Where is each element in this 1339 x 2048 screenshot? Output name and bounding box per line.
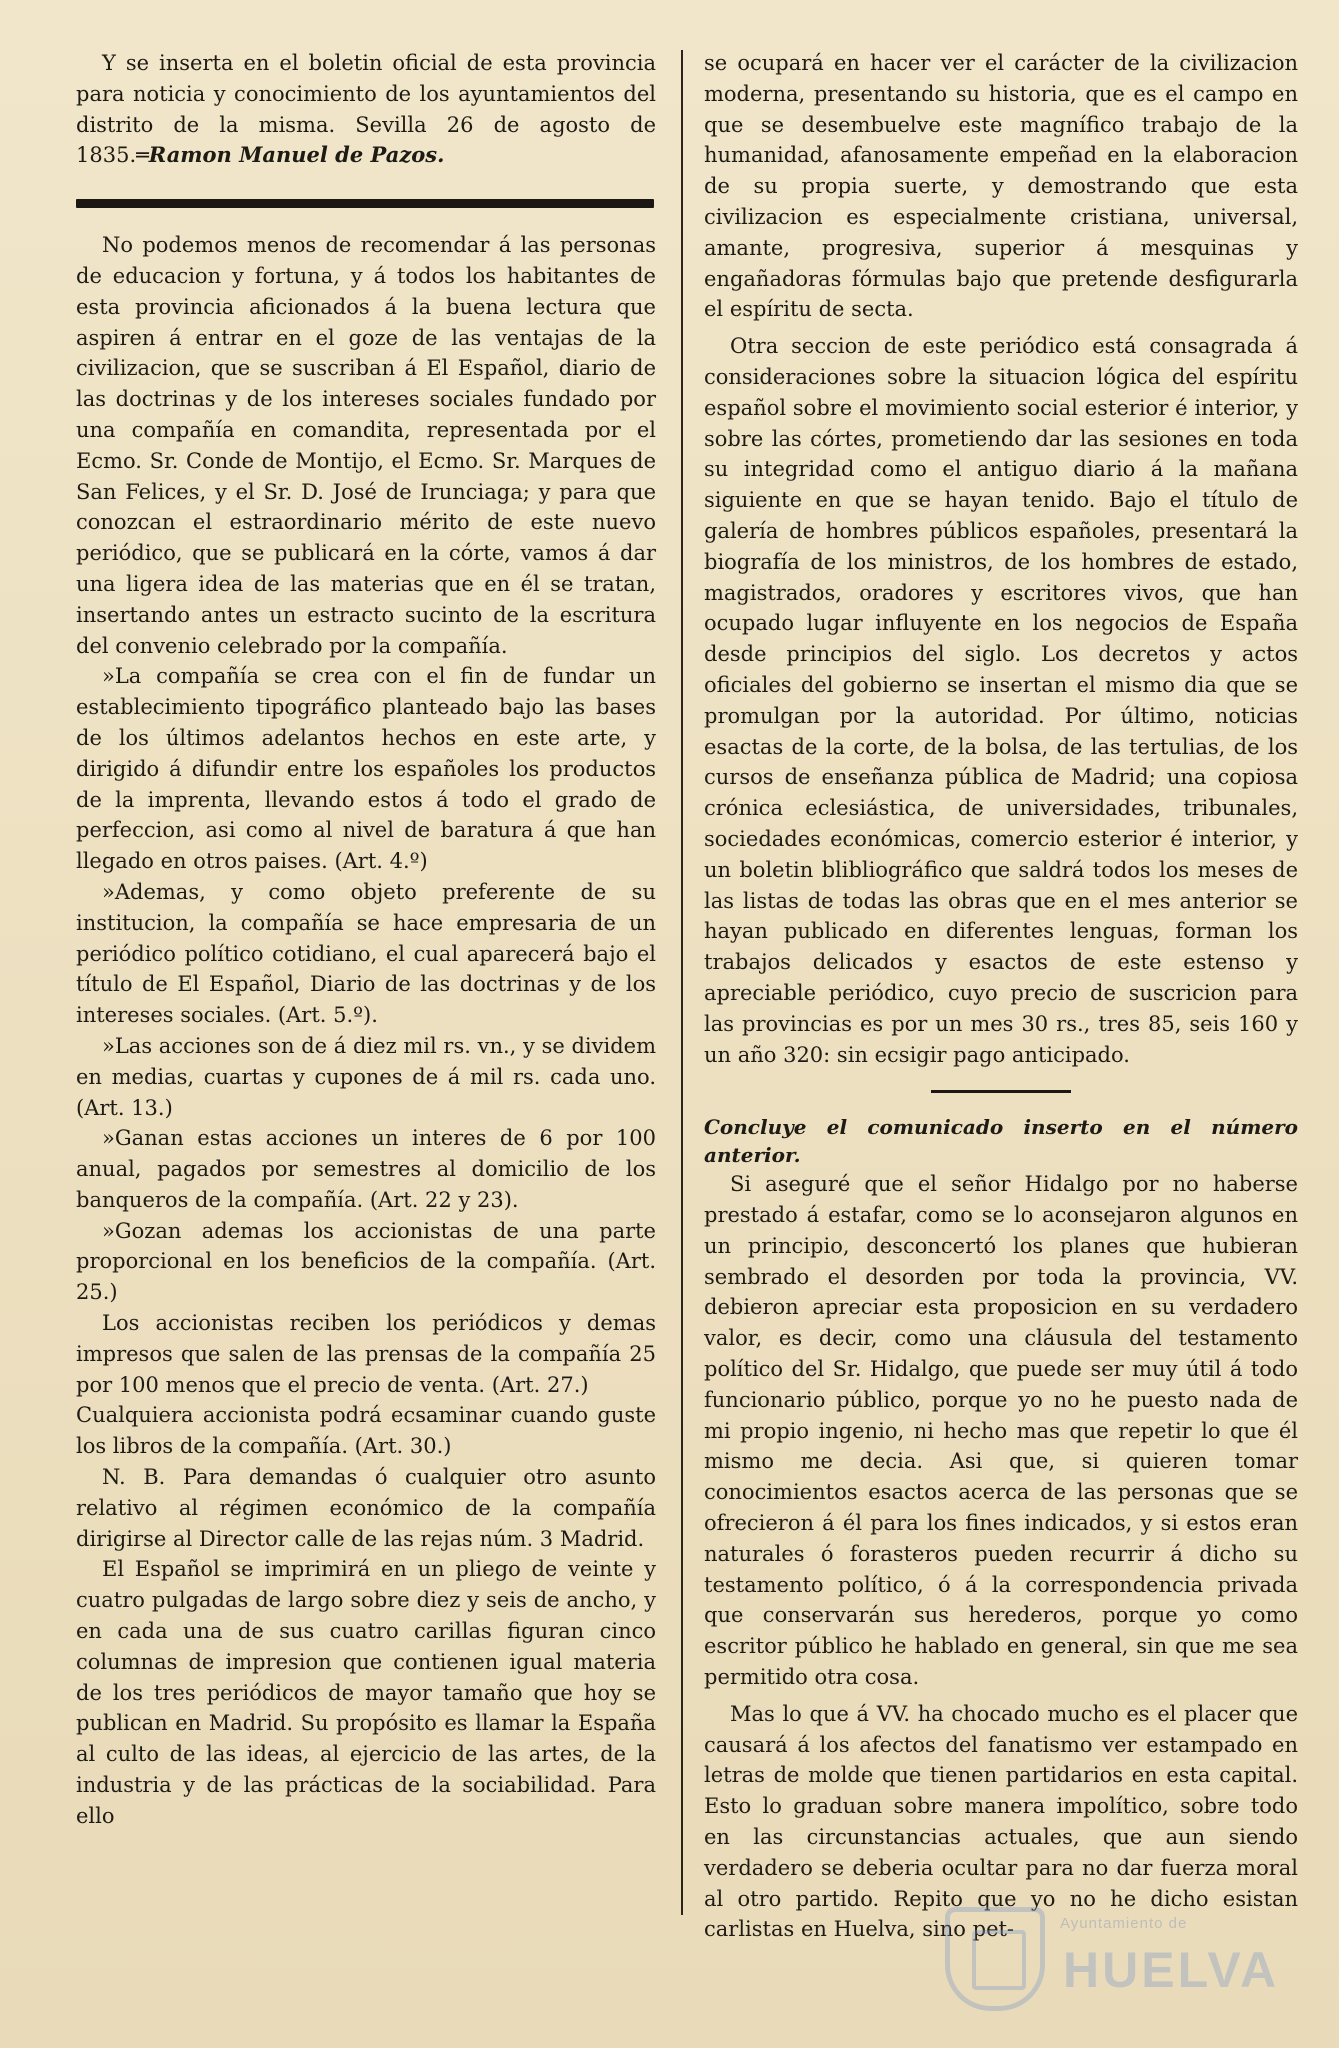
left-column [76, 48, 656, 1832]
section-rule [76, 199, 654, 208]
archive-watermark [945, 1905, 1280, 2025]
paragraph: El Español se imprimirá en un pliego de veinte y cuatro pulgadas de largo sobre diez y seis de ancho, y en cada una de sus cuatro carillas figuran cinco columnas de impresion que contienen igual materia de los tres periódicos de mayor tamaño que hoy se publican en Madrid. Su propósito es llamar la España al culto de las ideas, al ejercicio de las artes, de la industria y de las prácticas de la sociabilidad. Para ello [76, 1557, 656, 1828]
paragraph: No podemos menos de recomendar á las personas de educacion y fortuna, y á todos los habitantes de esta provincia aficionados á la buena lectura que aspiren á entrar en el goze de las ventajas de la civilizacion, que se suscriban á El Español, diario de las doctrinas y de los intereses sociales fundado por una compañía en comandita, representada por el Ecmo. Sr. Conde de Montijo, el Ecmo. Sr. Marques de San Felices, y el Sr. D. José de Irunciaga; y para que conozcan el estraordinario mérito de este nuevo periódico, que se publicará en la córte, vamos á dar una ligera idea de las materias que en él se tratan, insertando antes un estracto sucinto de la escritura del convenio celebrado por la compañía. [76, 233, 656, 658]
paragraph: Otra seccion de este periódico está consagrada á consideraciones sobre la situacion lógica del espíritu español sobre el movimiento social esterior é interior, y sobre las córtes, prometiendo dar las sesiones en toda su integridad como el antiguo diario á la mañana siguiente en que se hayan tenido. Bajo el título de galería de hombres públicos españoles, presentará la biografía de los ministros, de los hombres de estado, magistrados, oradores y escritores vivos, que han ocupado lugar influyente en los negocios de España desde principios del siglo. Los decretos y actos oficiales del gobierno se insertan el mismo dia que se promulgan por la autoridad. Por último, noticias esactas de la corte, de la bolsa, de las tertulias, de los cursos de enseñanza pública de Madrid; una copiosa crónica eclesiástica, de universidades, tribunales, sociedades económicas, comercio esterior é interior, y un boletin blibliográfico que saldrá todos los meses de las listas de todas las obras que en el mes anterior se hayan publicado en diferentes lenguas, forman los trabajos delicados y esactos de este estenso y apreciable periódico, cuyo precio de suscricion para las provincias es por un mes 30 rs., tres 85, seis 160 y un año 320: sin ecsigir pago anticipado. [704, 334, 1298, 1067]
paragraph: »Las acciones son de á diez mil rs. vn., y se dividem en medias, cuartas y cupones de á mil rs. cada uno. (Art. 13.) [76, 1033, 656, 1120]
column-divider [681, 50, 683, 1915]
paragraph: Los accionistas reciben los periódicos y demas impresos que salen de las prensas de la compañía 25 por 100 menos que el precio de venta. (Art. 27.) [76, 1311, 656, 1397]
intro-paragraph [76, 48, 656, 171]
intro-text: Y se inserta en el boletin oficial de esta provincia para noticia y conocimiento de los ayuntamientos del distrito de la misma. Sevilla 26 de agosto de 1835. [76, 51, 656, 168]
article-rule [931, 1090, 1071, 1093]
paragraph: »Gozan ademas los accionistas de una parte proporcional en los beneficios de la compañía. (Art. 25.) [76, 1218, 656, 1305]
paragraph: N. B. Para demandas ó cualquier otro asunto relativo al régimen económico de la compañía dirigirse al Director calle de las rejas núm. 3 Madrid. [76, 1465, 656, 1551]
right-column [704, 48, 1298, 1945]
watermark-small-text: Ayuntamiento de [1060, 1915, 1188, 1932]
paragraph: se ocupará en hacer ver el carácter de la civilizacion moderna, presentando su historia, que es el campo en que se desembuelve este magnífico trabajo de la humanidad, afanosamente empeñad en la elaboracion de su propia suerte, y demostrando que esta civilizacion es especialmente cristiana, universal, amante, progresiva, superior á mesquinas y engañadoras fórmulas bajo que pretende desfigurarla el espíritu de secta. [704, 51, 1298, 322]
paragraph: Mas lo que á VV. ha chocado mucho es el placer que causará á los afectos del fanatismo ver estampado en letras de molde que tienen partidarios en esta capital. Esto lo graduan sobre manera impolítico, sobre todo en las circunstancias actuales, que aun siendo verdadero se deberia ocultar para no dar fuerza moral al otro partido. Repito que yo no he dicho esistan carlistas en Huelva, sino pet- [704, 1701, 1298, 1942]
paragraph: »La compañía se crea con el fin de fundar un establecimiento tipográfico planteado bajo las bases de los últimos adelantos hechos en este arte, y dirigido á difundir entre los españoles los productos de la imprenta, llevando estos á todo el grado de perfeccion, asi como al nivel de baratura á que han llegado en otros paises. (Art. 4.º) [76, 664, 656, 874]
signature: ═Ramon Manuel de Pazos. [136, 142, 445, 168]
paragraph: »Ganan estas acciones un interes de 6 por 100 anual, pagados por semestres al domicilio de los banqueros de la compañía. (Art. 22 y 23). [76, 1126, 656, 1212]
watermark-big-text: HUELVA [1063, 1942, 1280, 1998]
coat-of-arms-icon [945, 1907, 1045, 2011]
article-heading: Concluye el comunicado inserto en el número anterior. [704, 1115, 1298, 1168]
paragraph: Si aseguré que el señor Hidalgo por no haberse prestado á estafar, como se lo aconsejaron algunos en un principio, desconcertó los planes que hubieran sembrado el desorden por toda la provincia, VV. debieron apreciar esta proposicion en su verdadero valor, es decir, como una cláusula del testamento político del Sr. Hidalgo, que puede ser muy útil á todo funcionario público, porque yo no he puesto nada de mi propio ingenio, ni hecho mas que repetir lo que él mismo me decia. Asi que, si quieren tomar conocimientos esactos acerca de las personas que se ofrecieron á él para los fines indicados, y si estos eran naturales ó forasteros pueden recurrir á dicho su testamento político, ó á la correspondencia privada que conservarán sus herederos, porque yo como escritor público he hablado en general, sin que me sea permitido otra cosa. [704, 1172, 1298, 1690]
paragraph: Cualquiera accionista podrá ecsaminar cuando guste los libros de la compañía. (Art. 30.) [76, 1403, 656, 1459]
paragraph: »Ademas, y como objeto preferente de su institucion, la compañía se hace empresaria de un periódico político cotidiano, el cual aparecerá bajo el título de El Español, Diario de las doctrinas y de los intereses sociales. (Art. 5.º). [76, 879, 656, 1028]
